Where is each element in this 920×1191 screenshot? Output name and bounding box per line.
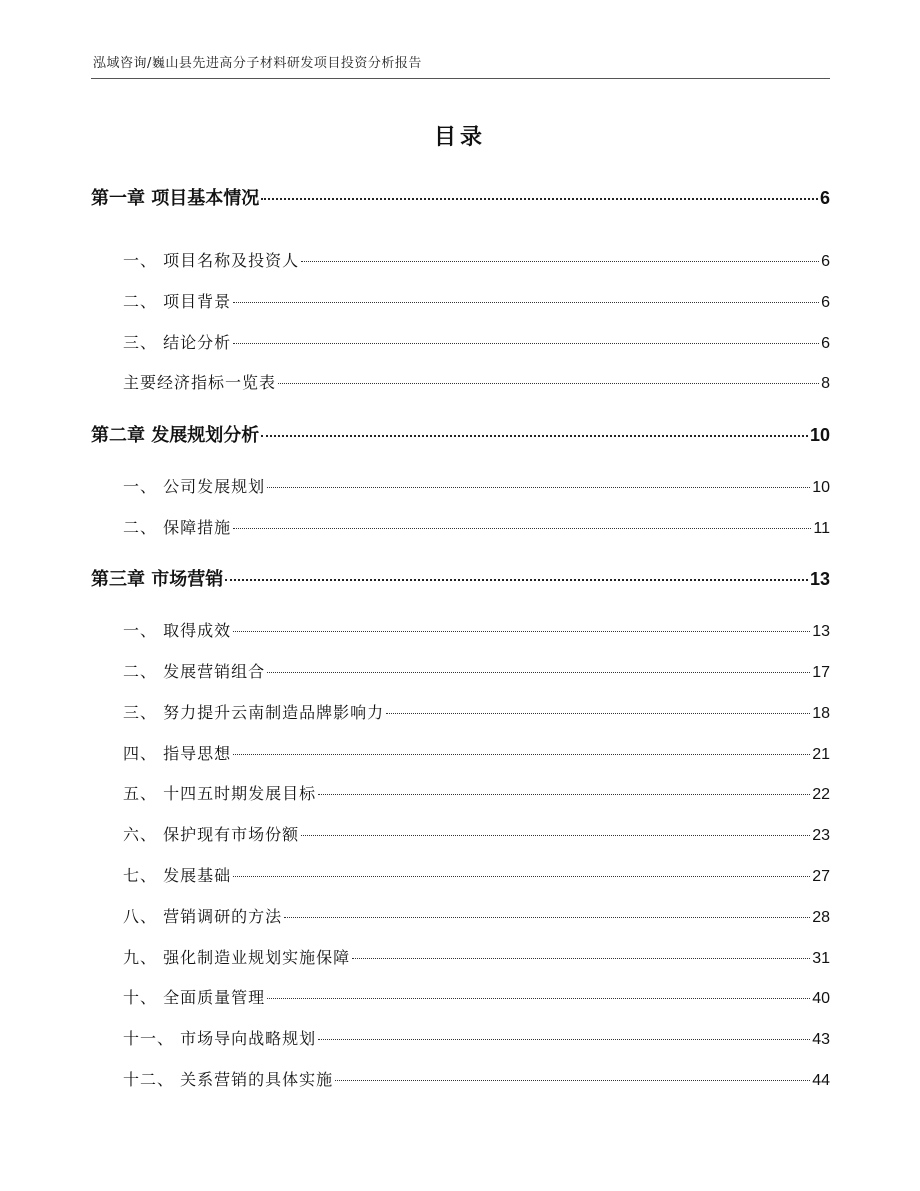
toc-dot-leader — [233, 302, 819, 303]
toc-dot-leader — [267, 998, 810, 999]
toc-dot-leader — [261, 198, 818, 200]
toc-dot-leader — [233, 343, 819, 344]
toc-entry-label: 十二、 关系营销的具体实施 — [123, 1070, 334, 1089]
toc-entry-label: 二、 项目背景 — [123, 292, 232, 311]
toc-section-1-table[interactable] — [123, 370, 830, 393]
toc-section-3-2[interactable] — [123, 659, 830, 682]
toc-entry-label: 四、 指导思想 — [123, 744, 232, 763]
toc-page-number: 13 — [812, 623, 830, 640]
toc-page-number: 6 — [819, 188, 830, 208]
toc-entry-label: 主要经济指标一览表 — [123, 373, 277, 392]
toc-page-number: 28 — [812, 909, 830, 926]
toc-entry-label: 五、 十四五时期发展目标 — [123, 784, 317, 803]
toc-section-3-1[interactable] — [123, 618, 830, 641]
toc-dot-leader — [225, 579, 808, 581]
toc-dot-leader — [335, 1080, 810, 1081]
toc-section-1-2[interactable] — [123, 289, 830, 312]
toc-entry-label: 第三章 市场营销 — [91, 569, 224, 590]
toc-page-number: 43 — [812, 1031, 830, 1048]
toc-dot-leader — [267, 672, 810, 673]
toc-chapter-1[interactable] — [91, 184, 830, 210]
toc-section-2-1[interactable] — [123, 474, 830, 497]
toc-entry-label: 十、 全面质量管理 — [123, 988, 266, 1007]
toc-section-3-8[interactable] — [123, 904, 830, 927]
toc-page-number: 17 — [812, 664, 830, 681]
toc-page-number: 13 — [809, 569, 830, 589]
toc-page-number: 40 — [812, 990, 830, 1007]
toc-page-number: 27 — [812, 868, 830, 885]
toc-entry-label: 二、 发展营销组合 — [123, 662, 266, 681]
toc-entry-label: 八、 营销调研的方法 — [123, 907, 283, 926]
toc-dot-leader — [261, 435, 808, 437]
toc-section-3-4[interactable] — [123, 741, 830, 764]
toc-dot-leader — [386, 713, 810, 714]
toc-entry-label: 十一、 市场导向战略规划 — [123, 1029, 317, 1048]
toc-section-3-3[interactable] — [123, 700, 830, 723]
toc-entry-label: 六、 保护现有市场份额 — [123, 825, 300, 844]
toc-page-number: 10 — [809, 425, 830, 445]
toc-page-number: 6 — [821, 253, 830, 270]
toc-dot-leader — [301, 835, 810, 836]
header-divider — [91, 78, 830, 79]
toc-chapter-2[interactable] — [91, 421, 830, 447]
toc-page-number: 6 — [821, 294, 830, 311]
toc-page-number: 6 — [821, 335, 830, 352]
toc-page-number: 22 — [812, 786, 830, 803]
toc-section-3-6[interactable] — [123, 822, 830, 845]
toc-dot-leader — [267, 487, 810, 488]
toc-page-number: 31 — [812, 950, 830, 967]
running-header: 泓域咨询/巍山县先进高分子材料研发项目投资分析报告 — [93, 56, 422, 71]
toc-dot-leader — [352, 958, 810, 959]
toc-entry-label: 九、 强化制造业规划实施保障 — [123, 948, 351, 967]
toc-entry-label: 一、 项目名称及投资人 — [123, 251, 300, 270]
toc-dot-leader — [318, 794, 810, 795]
toc-page-number: 10 — [812, 479, 830, 496]
toc-dot-leader — [233, 876, 810, 877]
toc-section-3-5[interactable] — [123, 781, 830, 804]
toc-dot-leader — [284, 917, 810, 918]
toc-entry-label: 一、 取得成效 — [123, 621, 232, 640]
toc-section-3-9[interactable] — [123, 945, 830, 968]
toc-entry-label: 第二章 发展规划分析 — [91, 425, 260, 446]
toc-chapter-3[interactable] — [91, 565, 830, 591]
toc-section-1-3[interactable] — [123, 330, 830, 353]
toc-page-number: 18 — [812, 705, 830, 722]
toc-section-1-1[interactable] — [123, 248, 830, 271]
toc-page-number: 44 — [812, 1072, 830, 1089]
toc-dot-leader — [318, 1039, 810, 1040]
toc-title: 目录 — [433, 125, 486, 150]
toc-page-number: 21 — [812, 746, 830, 763]
toc-entry-label: 三、 结论分析 — [123, 333, 232, 352]
toc-section-3-11[interactable] — [123, 1026, 830, 1049]
toc-dot-leader — [233, 631, 810, 632]
toc-entry-label: 二、 保障措施 — [123, 518, 232, 537]
toc-dot-leader — [301, 261, 819, 262]
toc-section-3-12[interactable] — [123, 1067, 830, 1090]
toc-section-3-10[interactable] — [123, 985, 830, 1008]
toc-section-3-7[interactable] — [123, 863, 830, 886]
toc-dot-leader — [278, 383, 819, 384]
toc-page-number: 23 — [812, 827, 830, 844]
toc-dot-leader — [233, 754, 810, 755]
toc-dot-leader — [233, 528, 811, 529]
toc-entry-label: 一、 公司发展规划 — [123, 477, 266, 496]
toc-entry-label: 七、 发展基础 — [123, 866, 232, 885]
toc-page-number: 8 — [821, 375, 830, 392]
toc-page-number: 11 — [813, 520, 830, 537]
toc-entry-label: 第一章 项目基本情况 — [91, 188, 260, 209]
toc-section-2-2[interactable] — [123, 515, 830, 538]
toc-entry-label: 三、 努力提升云南制造品牌影响力 — [123, 703, 385, 722]
